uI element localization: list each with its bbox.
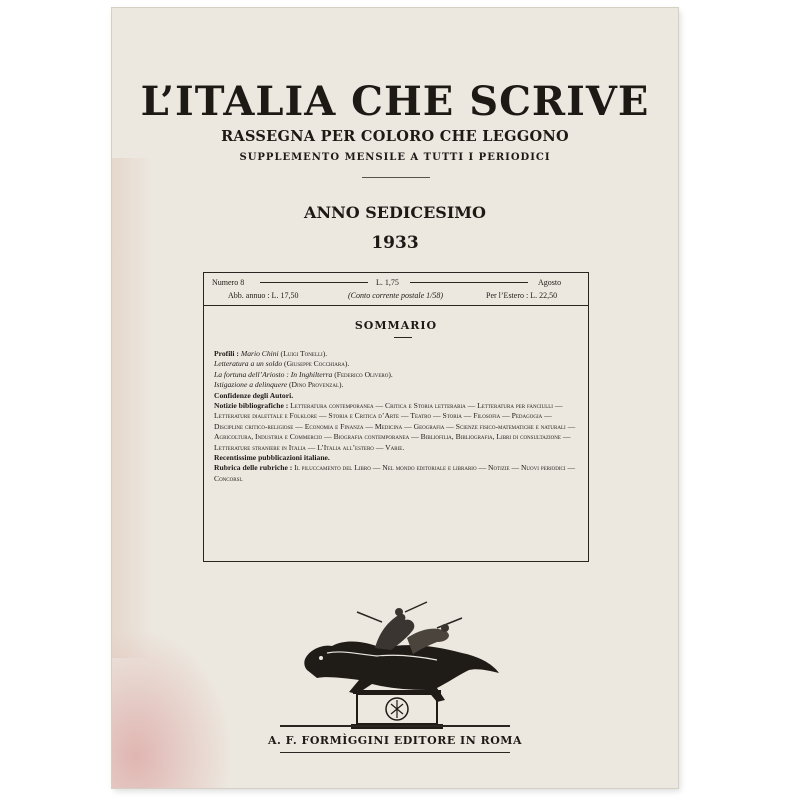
list-item <box>214 359 578 369</box>
list-item: Confidenze degli Autori. <box>214 390 294 400</box>
section-label: Profili : <box>214 349 239 358</box>
divider <box>280 725 510 727</box>
list-item: Recentissime pubblicazioni italiane. <box>214 453 330 463</box>
divider <box>362 177 430 178</box>
divider <box>204 305 588 306</box>
list-item <box>214 401 578 453</box>
article-title: Letteratura a un soldo <box>214 359 283 369</box>
list-item <box>214 380 578 390</box>
section-text: Il piluccamento del Libro — Nel mondo editoriale e librario — Notizie — Nuovi periodici — Concorsi. <box>214 463 576 483</box>
issue-number: Numero 8 <box>212 278 245 287</box>
publisher-emblem-illustration <box>287 598 507 738</box>
magazine-title: L’ITALIA CHE SCRIVE <box>140 78 650 125</box>
divider <box>410 282 528 283</box>
article-author: (Dino Provenzal). <box>289 380 344 390</box>
section-label: Rubrica delle rubriche : <box>214 463 293 473</box>
publisher-name: A. F. FORMÌGGINI EDITORE IN ROMA <box>267 734 523 747</box>
divider <box>394 337 412 338</box>
section-text: Letteratura contemporanea — Critica e Storia letteraria — Letteratura per fanciulli — Letterature dialettale e Folklore — Storia e Critica d’Arte — Teatro — Storia — Filosofia — Pedagogia — Discipline critico-religiose — Economia e Finanza — Medicina — Geografia — Scienze fisico-matematiche e naturali — Agricoltura, Industria e Commercio — Biografia contemporanea — Bibliofilia, Bibliografia, Libri di consultazione — Letterature straniere in Italia — L’Italia all’estero — Varie. <box>214 401 576 452</box>
section-label: Notizie bibliografiche : <box>214 401 289 411</box>
list-item <box>214 349 578 359</box>
contents-box <box>203 272 589 562</box>
article-author: (Federico Olivero). <box>334 369 393 379</box>
issue-month: Agosto <box>538 278 562 287</box>
divider <box>280 752 510 753</box>
contents-heading: SOMMARIO <box>354 319 438 332</box>
contents-list <box>214 349 578 484</box>
postal-account: (Conto corrente postale 1/58) <box>348 291 444 300</box>
list-item <box>214 463 578 484</box>
year-label: 1933 <box>371 233 419 253</box>
list-item <box>214 370 578 380</box>
article-author: (Luigi Tonelli). <box>280 349 328 358</box>
issue-price: L. 1,75 <box>376 278 399 287</box>
article-title: Istigazione a delinquere <box>214 380 288 390</box>
article-title: Mario Chini <box>240 349 279 358</box>
article-author: (Giuseppe Cocchiara). <box>284 359 350 369</box>
foreign-price: Per l’Estero : L. 22,50 <box>486 291 558 300</box>
subscription-price: Abb. annuo : L. 17,50 <box>228 291 299 300</box>
magazine-tagline: SUPPLEMENTO MENSILE A TUTTI I PERIODICI <box>239 152 551 163</box>
divider <box>260 282 368 283</box>
magazine-subtitle: RASSEGNA PER COLORO CHE LEGGONO <box>221 128 569 145</box>
magazine-cover <box>112 8 678 788</box>
article-title: La fortuna dell’Ariosto : In Inghilterra <box>214 369 333 379</box>
volume-label: ANNO SEDICESIMO <box>304 203 486 222</box>
